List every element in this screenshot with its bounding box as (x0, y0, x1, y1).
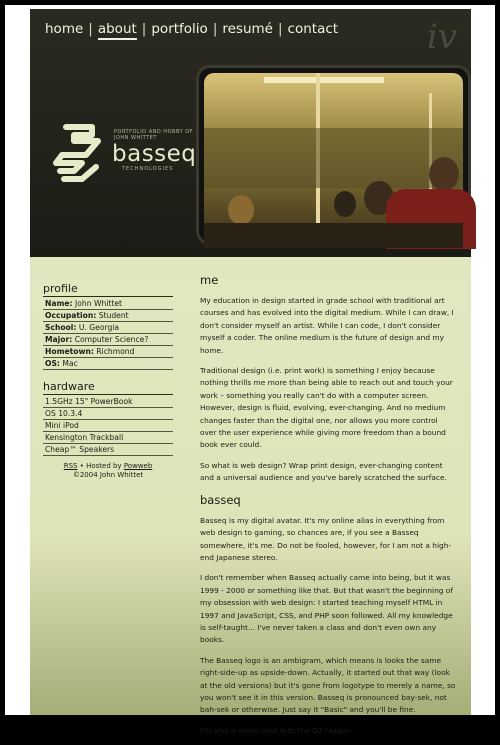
nav-contact[interactable]: contact (287, 21, 339, 37)
profile-row-hometown (43, 346, 173, 358)
passenger-head (228, 195, 254, 225)
host-link[interactable]: Powweb (123, 462, 153, 470)
profile-label: Occupation: (45, 311, 97, 320)
basseq-paragraph: Basseq is my digital avatar. It's my online alias in everything from web design to gaming, so chances are, if you see a Basseq somewhere, it's me. Do not be fooled, however, for I am not a high-end Japanese stereo. (200, 515, 452, 562)
profile-row-name (43, 298, 173, 310)
passenger-head (429, 157, 459, 191)
profile-row-major (43, 334, 173, 346)
copyright: ©2004 John Whittet (72, 471, 144, 479)
main-nav (45, 21, 338, 47)
basseq-paragraph: I'm also a mean shot with the Q3 railgun. (200, 725, 354, 735)
profile-row-os (43, 358, 173, 370)
train-interior-image (204, 73, 463, 237)
nav-about[interactable]: about (98, 21, 137, 40)
profile-label: School: (45, 323, 77, 332)
page (30, 9, 471, 735)
profile-value: Student (98, 311, 129, 320)
profile-value: U. Georgia (78, 323, 120, 332)
profile-value: Computer Science? (74, 335, 149, 344)
profile-label: Major: (45, 335, 73, 344)
hardware-item: 1.5GHz 15" PowerBook (43, 396, 173, 408)
nav-separator: | (212, 21, 218, 37)
heading-basseq: basseq (200, 492, 241, 507)
profile-row-occupation (43, 310, 173, 322)
nav-separator: | (88, 21, 93, 37)
profile-heading: profile (43, 282, 173, 297)
profile-label: Hometown: (45, 347, 94, 356)
hosted-by-text: • Hosted by (79, 462, 122, 470)
heading-me: me (200, 273, 219, 287)
hardware-heading: hardware (43, 380, 173, 395)
hardware-section (43, 380, 173, 456)
passenger-head (334, 191, 356, 217)
train-window-photo (196, 65, 471, 245)
me-paragraph: So what is web design? Wrap print design, ever-changing content and a universal audience and you've barely scratched the surface. (200, 460, 447, 483)
logo-tagline-bottom: TECHNOLOGIES (122, 166, 174, 172)
nav-separator: | (277, 21, 283, 37)
profile-label: OS: (45, 359, 60, 368)
hardware-item: Mini iPod (43, 420, 173, 432)
hardware-item: Kensington Trackball (43, 432, 173, 444)
profile-value: Richmond (96, 347, 135, 356)
basseq-paragraph: I don't remember when Basseq actually came into being, but it was 1999 - 2000 or something like that. But that wasn't the beginning of my obsession with web design: I started teaching myself HTML in 1997 and JavaScript, CSS, and PHP soon followed. All my knowledge is self-taught... I've never taken a class and don't even own any books. (200, 573, 453, 645)
ceiling-light (264, 77, 384, 83)
seat-row (204, 223, 463, 248)
profile-value: Mac (62, 359, 78, 368)
back-window (204, 128, 463, 188)
hardware-item: Cheap™ Speakers (43, 444, 173, 456)
sidebar-footer (43, 462, 173, 480)
me-paragraph: My education in design started in grade school with traditional art courses and has evolved into the digital medium. While I can draw, I don't consider myself an artist. While I can code, I don't consider myself a coder. The online medium is the future of design and my home. (200, 296, 454, 355)
basseq-paragraph: The Basseq logo is an ambigram, which means is looks the same right-side-up as upside-down. Actually, it started out that way (look at the old versions) but it's gone from logotype to merely a name, so you won't see it in this version. Basseq is pronounced bay-sek, not bah-sek or otherwise. Just say it "Basic" and you'll be fine. (200, 655, 456, 715)
hardware-item: OS 10.3.4 (43, 408, 173, 420)
profile-label: Name: (45, 299, 73, 308)
header (30, 9, 471, 257)
basseq-logo-icon (52, 123, 108, 187)
nav-separator: | (141, 21, 147, 37)
rss-link[interactable]: RSS (63, 462, 78, 470)
nav-resume[interactable]: resumé (222, 21, 273, 37)
me-paragraph: Traditional design (i.e. print work) is something I enjoy because nothing thrills me more than being able to reach out and touch your work – something you really can't do with a computer screen. However, design is fluid, evolving, ever-changing. And no medium changes faster than the digital one, nor allows you more control over the user experience while giving more freedom than a bound book ever could. (200, 366, 453, 450)
sidebar (43, 282, 173, 480)
nav-portfolio[interactable]: portfolio (151, 21, 208, 37)
main-content (200, 273, 456, 745)
profile-value: John Whittet (75, 299, 122, 308)
logo-tagline-top: PORTFOLIO AND HOBBY OF JOHN WHITTET (114, 129, 194, 141)
profile-row-school (43, 322, 173, 334)
nav-home[interactable]: home (45, 21, 84, 37)
logo-wordmark: basseq (112, 141, 197, 167)
iv-corner-mark: iv (426, 17, 457, 57)
